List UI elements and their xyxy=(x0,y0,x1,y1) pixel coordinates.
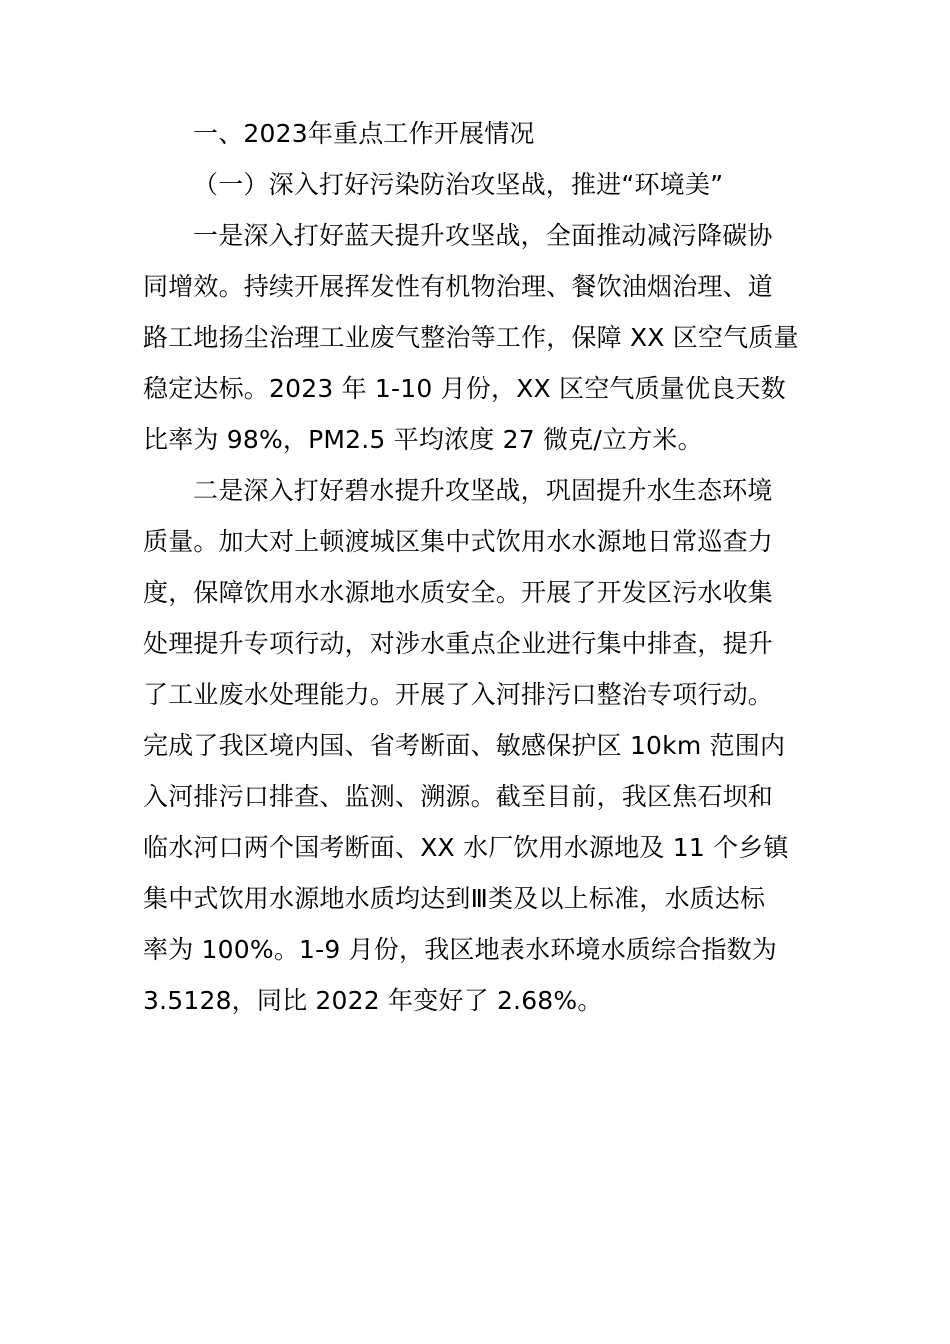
paragraph-line: 比率为 98%，PM2.5 平均浓度 27 微克/立方米。 xyxy=(143,425,703,454)
paragraph-line: 率为 100%。1-9 月份，我区地表水环境水质综合指数为 xyxy=(143,935,777,964)
paragraph-line: 路工地扬尘治理工业废气整治等工作，保障 XX 区空气质量 xyxy=(143,323,799,352)
paragraph-line: 临水河口两个国考断面、XX 水厂饮用水源地及 11 个乡镇 xyxy=(143,833,789,862)
document-body xyxy=(143,108,810,1026)
paragraph-line: 稳定达标。2023 年 1-10 月份，XX 区空气质量优良天数 xyxy=(143,374,786,403)
paragraph-line: 完成了我区境内国、省考断面、敏感保护区 10km 范围内 xyxy=(143,731,786,760)
section-heading: 一、2023年重点工作开展情况 xyxy=(193,119,535,148)
paragraph-air-quality xyxy=(143,210,810,465)
paragraph-line: 3.5128，同比 2022 年变好了 2.68%。 xyxy=(143,986,603,1015)
paragraph-line: 了工业废水处理能力。开展了入河排污口整治专项行动。 xyxy=(143,680,774,709)
paragraph-line: 处理提升专项行动，对涉水重点企业进行集中排查，提升 xyxy=(143,629,774,658)
subsection-heading: （一）深入打好污染防治攻坚战，推进“环境美” xyxy=(193,170,724,199)
paragraph-line: 入河排污口排查、监测、溯源。截至目前，我区焦石坝和 xyxy=(143,782,774,811)
paragraph-water-quality xyxy=(143,465,810,1026)
paragraph-line: 一是深入打好蓝天提升攻坚战，全面推动减污降碳协 xyxy=(193,221,773,250)
paragraph-line: 二是深入打好碧水提升攻坚战，巩固提升水生态环境 xyxy=(193,476,773,505)
paragraph-line: 同增效。持续开展挥发性有机物治理、餐饮油烟治理、道 xyxy=(143,272,774,301)
paragraph-line: 质量。加大对上顿渡城区集中式饮用水水源地日常巡查力 xyxy=(143,527,774,556)
paragraph-line: 度，保障饮用水水源地水质安全。开展了开发区污水收集 xyxy=(143,578,774,607)
paragraph-line: 集中式饮用水源地水质均达到Ⅲ类及以上标准，水质达标 xyxy=(143,884,766,913)
